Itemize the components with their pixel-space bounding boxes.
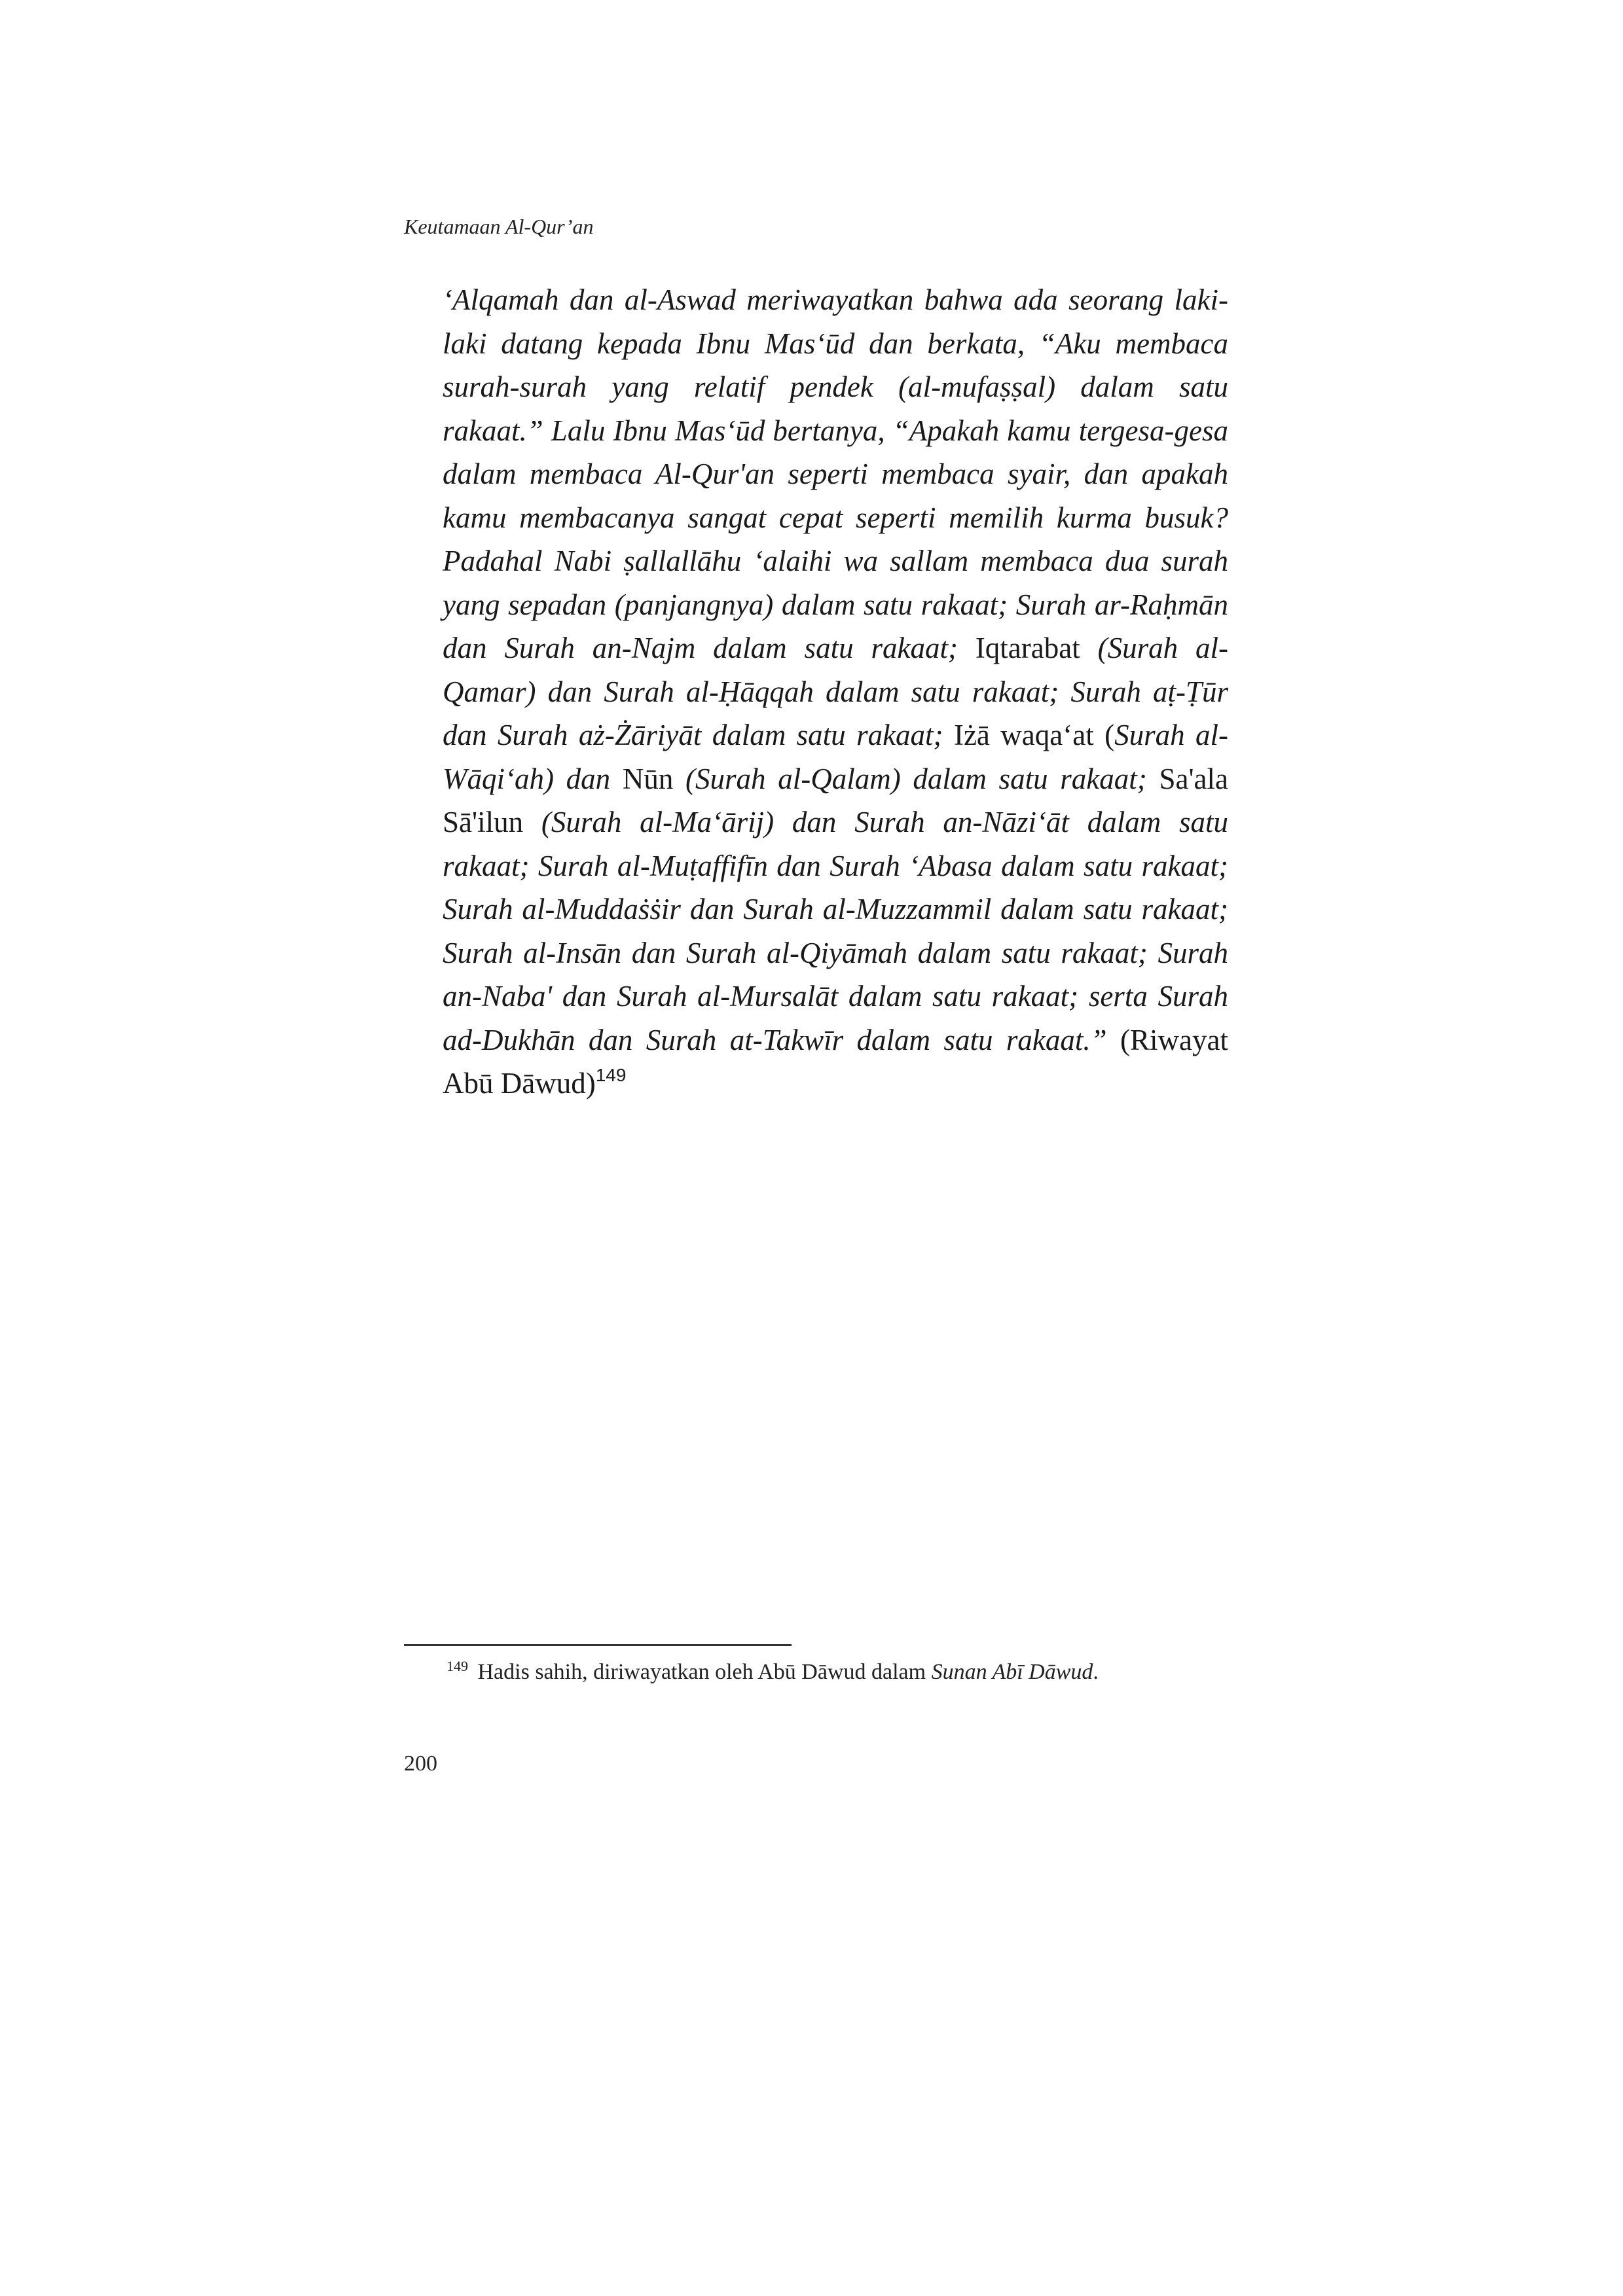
footnote <box>447 1660 1099 1685</box>
footnote-text: Hadis sahih, diriwayatkan oleh Abū Dāwud dalam <box>472 1660 932 1684</box>
footnote-number: 149 <box>447 1658 468 1674</box>
passage-segment: (Surah al-Qamar) dan Surah al-Ḥāqqah dalam satu rakaat; Surah aṭ-Ṭūr dan Surah aż-Żāriyāt dalam satu rakaat; <box>443 632 1228 751</box>
passage-segment: (Surah al-Ma‘ārij) dan Surah an-Nāzi‘āt dalam satu rakaat; Surah al-Muṭaffifīn dan Surah ‘Abasa dalam satu rakaat; Surah al-Muddaṡṡir dan Surah al-Muzzammil dalam satu rakaat; Surah al-Insān dan Surah al-Qiyāmah dalam satu rakaat; Surah an-Naba' dan Surah al-Mursalāt dalam satu rakaat; serta Surah ad-Dukhān dan Surah at-Takwīr dalam satu rakaat.” <box>443 806 1228 1056</box>
passage-segment: (Surah al-Qalam) dalam satu rakaat; <box>685 762 1147 795</box>
hadith-passage <box>443 278 1228 1105</box>
footnote-reference[interactable]: 149 <box>595 1065 627 1085</box>
footnote-divider <box>404 1644 792 1646</box>
passage-segment: Sa'ala Sā'ilun <box>443 762 1228 838</box>
passage-segment: (Riwayat Abū Dāwud) <box>443 1023 1228 1100</box>
footnote-end: . <box>1093 1660 1099 1684</box>
page-number: 200 <box>404 1751 437 1776</box>
passage-segment: ‘Alqamah dan al-Aswad meriwayatkan bahwa ada seorang laki-laki datang kepada Ibnu Mas‘ūd dan berkata, “Aku membaca surah-surah yang relatif pendek (al-mufaṣṣal) dalam satu rakaat.” Lalu Ibnu Mas‘ūd bertanya, “Apakah kamu tergesa-gesa dalam membaca Al-Qur'an seperti membaca syair, dan apakah kamu membacanya sangat cepat seperti memilih kurma busuk? Padahal Nabi ṣallallāhu ‘alaihi wa sallam membaca dua surah yang sepadan (panjangnya) dalam satu rakaat; Surah ar-Raḥmān dan Surah an-Najm dalam satu rakaat; <box>443 283 1228 664</box>
passage-segment: Iqtarabat <box>957 632 1098 664</box>
footnote-source-title: Sunan Abī Dāwud <box>931 1660 1093 1684</box>
passage-segment: Surah al-Wāqi‘ah) dan <box>443 719 1228 795</box>
passage-segment: Iżā waqa‘at ( <box>943 719 1115 751</box>
passage-segment: Nūn <box>610 762 686 795</box>
running-header: Keutamaan Al-Qur’an <box>404 215 594 238</box>
